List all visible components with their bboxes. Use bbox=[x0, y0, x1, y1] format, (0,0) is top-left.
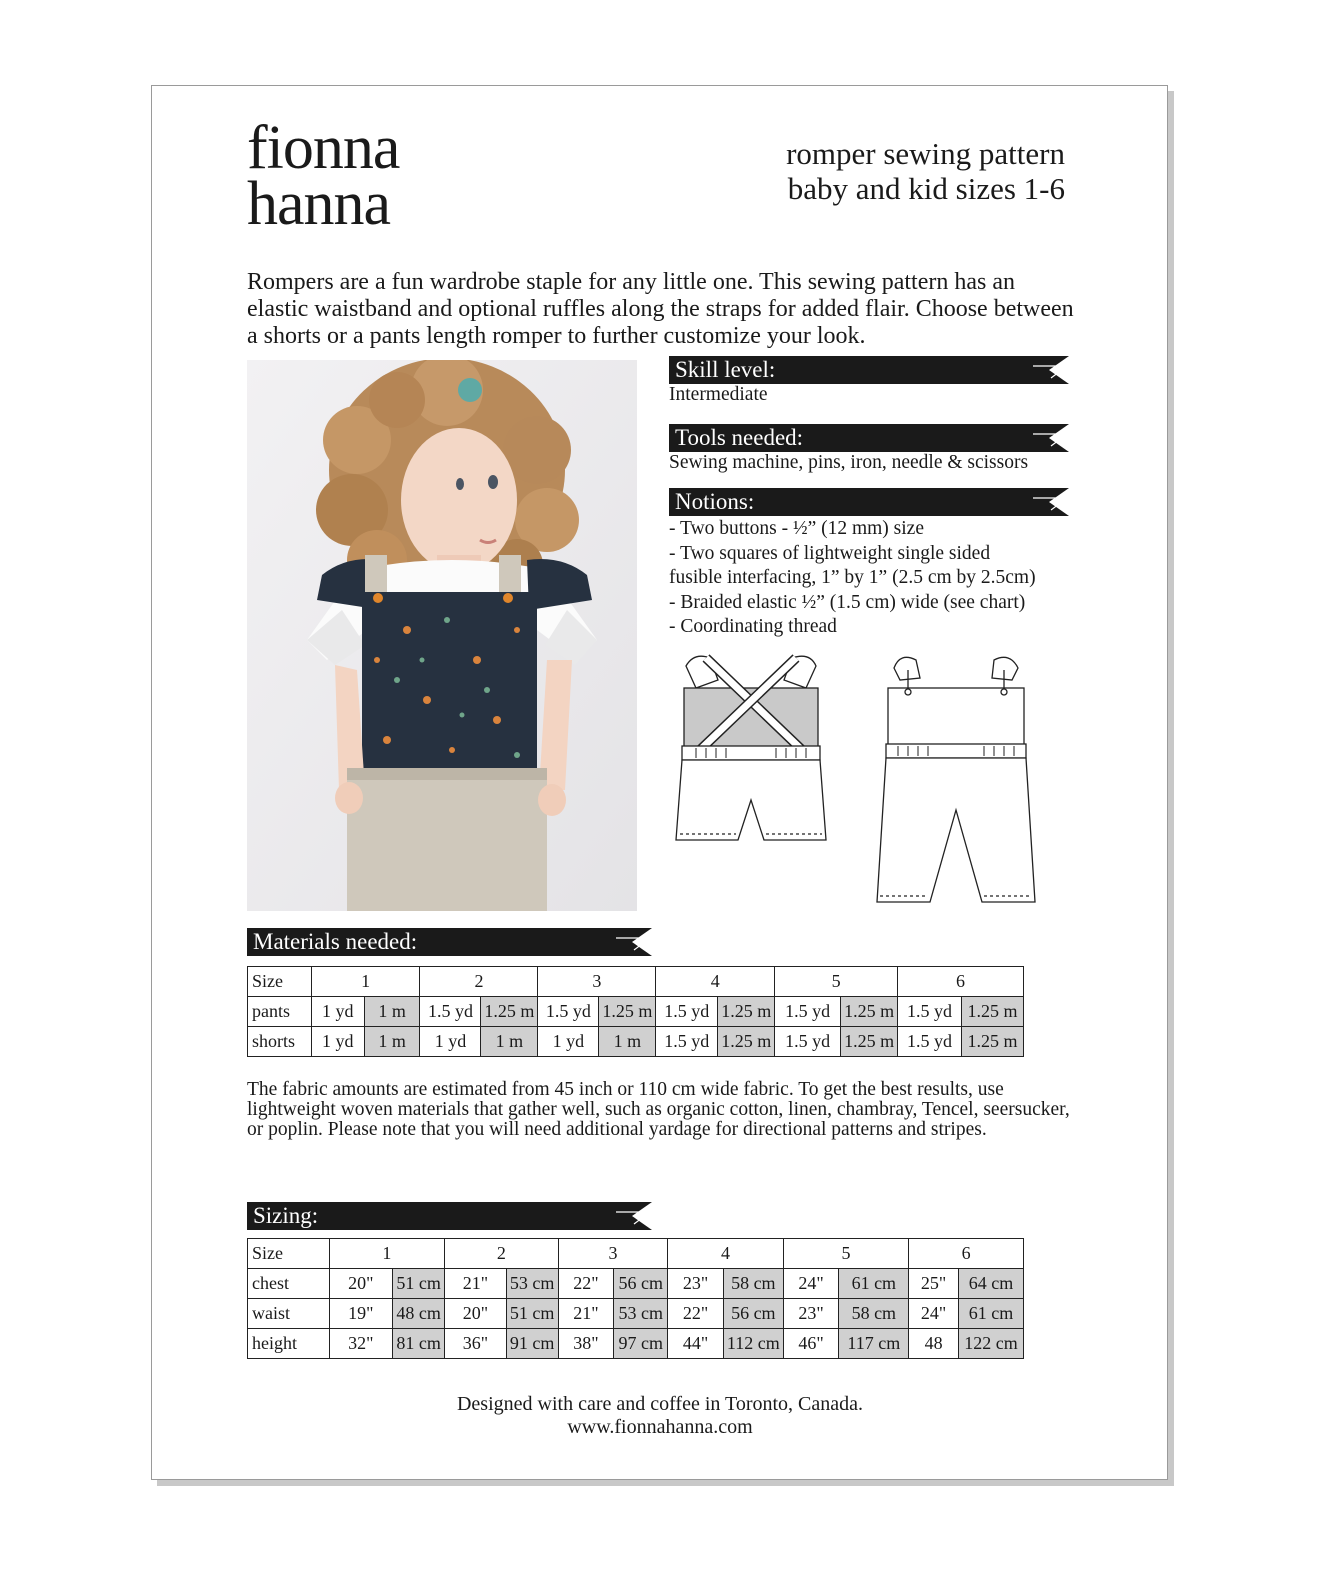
sizing-cell: 117 cm bbox=[839, 1329, 909, 1359]
materials-row bbox=[248, 1027, 1024, 1057]
sizing-header-row bbox=[248, 1239, 1024, 1269]
materials-table bbox=[247, 966, 1024, 1057]
notions-item: fusible interfacing, 1” by 1” (2.5 cm by 2.5cm) bbox=[669, 567, 1036, 588]
sizing-cell: 64 cm bbox=[958, 1269, 1023, 1299]
materials-heading: Materials needed: bbox=[253, 929, 418, 954]
materials-size-label: Size bbox=[248, 967, 312, 997]
sizing-cell: 24" bbox=[783, 1269, 839, 1299]
materials-cell: 1.25 m bbox=[841, 997, 898, 1027]
tools-needed-heading: Tools needed: bbox=[675, 425, 804, 450]
materials-cell: 1.25 m bbox=[841, 1027, 898, 1057]
sizing-cell: 23" bbox=[783, 1299, 839, 1329]
sizing-cell: 53 cm bbox=[614, 1299, 668, 1329]
materials-cell: 1 yd bbox=[311, 1027, 364, 1057]
sizing-cell: 91 cm bbox=[506, 1329, 558, 1359]
sizing-cell: 21" bbox=[445, 1269, 507, 1299]
materials-cell: 1 m bbox=[364, 997, 420, 1027]
materials-cell: 1.25 m bbox=[718, 997, 775, 1027]
sizing-cell: 24" bbox=[909, 1299, 959, 1329]
materials-cell: 1.5 yd bbox=[656, 1027, 718, 1057]
materials-header-row bbox=[248, 967, 1024, 997]
sizing-cell: 21" bbox=[558, 1299, 614, 1329]
materials-cell: 1 m bbox=[599, 1027, 656, 1057]
sizing-row bbox=[248, 1329, 1024, 1359]
sizing-cell: 22" bbox=[668, 1299, 724, 1329]
sizing-cell: 56 cm bbox=[614, 1269, 668, 1299]
sizing-row bbox=[248, 1269, 1024, 1299]
fabric-note: The fabric amounts are estimated from 45 inch or 110 cm wide fabric. To get the best results, use lightweight woven materials that gather well, such as organic cotton, linen, chambray, Tencel, seersucker, or poplin. Please note that you will need additional yardage for directional patterns and stripes. bbox=[247, 1079, 1070, 1140]
sizing-cell: 44" bbox=[668, 1329, 724, 1359]
sizing-cell: 48 bbox=[909, 1329, 959, 1359]
product-photo bbox=[247, 360, 637, 911]
sizing-row-label: chest bbox=[248, 1269, 330, 1299]
footer bbox=[0, 1393, 1320, 1439]
pattern-subtitle bbox=[786, 136, 1065, 206]
sizing-cell: 46" bbox=[783, 1329, 839, 1359]
subtitle-line-1: romper sewing pattern bbox=[786, 136, 1065, 171]
sizing-size-header: 6 bbox=[909, 1239, 1024, 1269]
materials-size-header: 3 bbox=[538, 967, 656, 997]
technical-drawings bbox=[672, 650, 1052, 910]
sizing-size-header: 4 bbox=[668, 1239, 783, 1269]
materials-cell: 1 m bbox=[481, 1027, 538, 1057]
footer-tagline: Designed with care and coffee in Toronto, Canada. bbox=[456, 1393, 864, 1415]
sizing-cell: 36" bbox=[445, 1329, 507, 1359]
brand-line-2: hanna bbox=[247, 170, 391, 238]
skill-level-value: Intermediate bbox=[669, 384, 768, 405]
sizing-table-wrap bbox=[247, 1238, 1024, 1359]
skill-level-banner bbox=[669, 356, 1069, 384]
sizing-size-header: 1 bbox=[329, 1239, 445, 1269]
materials-banner bbox=[247, 928, 652, 956]
materials-size-header: 4 bbox=[656, 967, 775, 997]
sizing-cell: 61 cm bbox=[958, 1299, 1023, 1329]
brand-line-1: fionna bbox=[247, 114, 400, 182]
materials-cell: 1.25 m bbox=[961, 1027, 1023, 1057]
romper-flat-sketch-icon bbox=[672, 650, 1052, 910]
sizing-cell: 122 cm bbox=[958, 1329, 1023, 1359]
sizing-cell: 53 cm bbox=[506, 1269, 558, 1299]
materials-cell: 1.25 m bbox=[961, 997, 1023, 1027]
sizing-cell: 20" bbox=[445, 1299, 507, 1329]
subtitle-line-2: baby and kid sizes 1-6 bbox=[787, 171, 1065, 206]
materials-cell: 1.5 yd bbox=[775, 1027, 841, 1057]
notions-item: - Coordinating thread bbox=[669, 616, 837, 637]
materials-cell: 1 yd bbox=[538, 1027, 599, 1057]
tools-needed-banner bbox=[669, 424, 1069, 452]
materials-cell: 1.5 yd bbox=[538, 997, 599, 1027]
materials-cell: 1.5 yd bbox=[420, 997, 481, 1027]
notions-banner bbox=[669, 488, 1069, 516]
sizing-row bbox=[248, 1299, 1024, 1329]
sizing-heading: Sizing: bbox=[253, 1203, 319, 1228]
materials-cell: 1 yd bbox=[420, 1027, 481, 1057]
child-in-romper-illustration bbox=[247, 360, 637, 911]
sizing-cell: 112 cm bbox=[723, 1329, 783, 1359]
materials-size-header: 1 bbox=[311, 967, 420, 997]
sizing-row-label: height bbox=[248, 1329, 330, 1359]
materials-table-wrap bbox=[247, 966, 1024, 1057]
sizing-cell: 38" bbox=[558, 1329, 614, 1359]
materials-cell: 1.5 yd bbox=[898, 997, 962, 1027]
sizing-cell: 51 cm bbox=[393, 1269, 445, 1299]
sizing-cell: 25" bbox=[909, 1269, 959, 1299]
materials-size-header: 2 bbox=[420, 967, 538, 997]
notions-item: - Two buttons - ½” (12 mm) size bbox=[669, 518, 924, 539]
notions-list bbox=[669, 517, 1036, 640]
sizing-cell: 81 cm bbox=[393, 1329, 445, 1359]
sizing-cell: 48 cm bbox=[393, 1299, 445, 1329]
materials-row-label: pants bbox=[248, 997, 312, 1027]
materials-cell: 1.25 m bbox=[481, 997, 538, 1027]
materials-cell: 1 yd bbox=[311, 997, 364, 1027]
sizing-size-label: Size bbox=[248, 1239, 330, 1269]
materials-cell: 1.25 m bbox=[599, 997, 656, 1027]
skill-level-heading: Skill level: bbox=[675, 357, 776, 382]
sizing-banner bbox=[247, 1202, 652, 1230]
sizing-table bbox=[247, 1238, 1024, 1359]
sizing-cell: 19" bbox=[329, 1299, 393, 1329]
sizing-cell: 56 cm bbox=[723, 1299, 783, 1329]
materials-cell: 1 m bbox=[364, 1027, 420, 1057]
intro-paragraph: Rompers are a fun wardrobe staple for any little one. This sewing pattern has an elastic waistband and optional ruffles along the straps for added flair. Choose between a shorts or a pants length romper to further customize your look. bbox=[247, 269, 1074, 349]
sizing-size-header: 5 bbox=[783, 1239, 909, 1269]
sizing-row-label: waist bbox=[248, 1299, 330, 1329]
materials-row-label: shorts bbox=[248, 1027, 312, 1057]
sizing-cell: 23" bbox=[668, 1269, 724, 1299]
sizing-size-header: 2 bbox=[445, 1239, 559, 1269]
materials-size-header: 6 bbox=[898, 967, 1024, 997]
materials-row bbox=[248, 997, 1024, 1027]
notions-item: - Braided elastic ½” (1.5 cm) wide (see chart) bbox=[669, 591, 1026, 613]
sizing-cell: 20" bbox=[329, 1269, 393, 1299]
notions-item: - Two squares of lightweight single sided bbox=[669, 542, 991, 564]
sizing-cell: 58 cm bbox=[723, 1269, 783, 1299]
sizing-cell: 32" bbox=[329, 1329, 393, 1359]
materials-cell: 1.5 yd bbox=[898, 1027, 962, 1057]
sizing-cell: 58 cm bbox=[839, 1299, 909, 1329]
brand-logo bbox=[247, 114, 400, 238]
sizing-cell: 61 cm bbox=[839, 1269, 909, 1299]
materials-size-header: 5 bbox=[775, 967, 898, 997]
sizing-cell: 97 cm bbox=[614, 1329, 668, 1359]
footer-website: www.fionnahanna.com bbox=[567, 1416, 753, 1438]
materials-cell: 1.5 yd bbox=[775, 997, 841, 1027]
sizing-size-header: 3 bbox=[558, 1239, 668, 1269]
tools-needed-value: Sewing machine, pins, iron, needle & scissors bbox=[669, 452, 1029, 473]
sizing-cell: 22" bbox=[558, 1269, 614, 1299]
materials-cell: 1.25 m bbox=[718, 1027, 775, 1057]
sizing-cell: 51 cm bbox=[506, 1299, 558, 1329]
materials-cell: 1.5 yd bbox=[656, 997, 718, 1027]
notions-heading: Notions: bbox=[675, 489, 755, 514]
